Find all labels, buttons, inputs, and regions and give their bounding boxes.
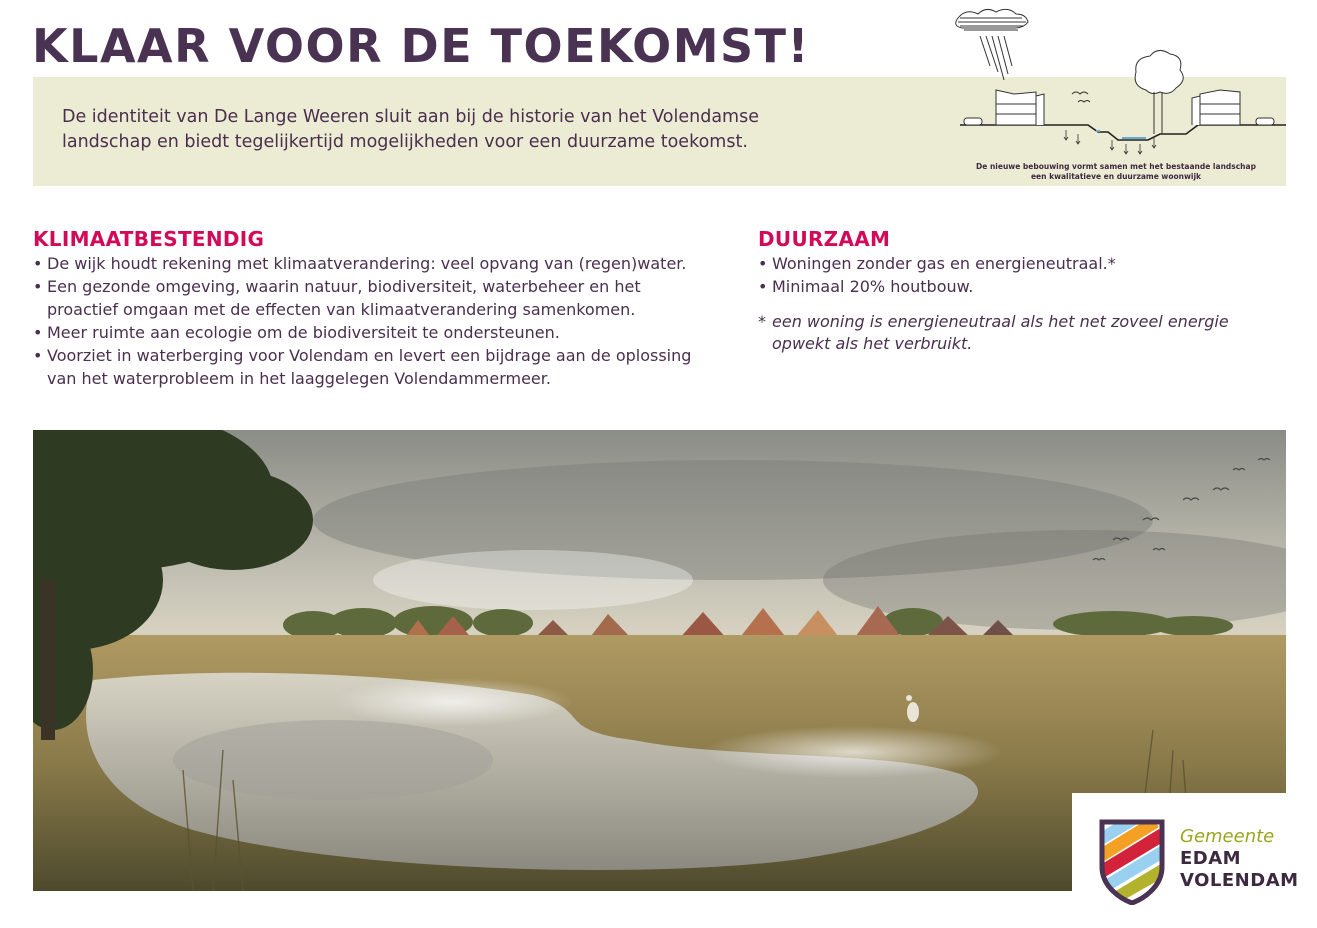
- landscape-cross-section-diagram: [948, 4, 1288, 186]
- diagram-caption-line: een kwalitatieve en duurzame woonwijk: [1030, 172, 1202, 181]
- intro-text: De identiteit van De Lange Weeren sluit aan bij de historie van het Volendamse landschap en biedt tegelijkertijd mogelijkheden voor een duurzame toekomst.: [62, 107, 759, 152]
- footnote-marker: *: [758, 312, 766, 331]
- list-item: • Minimaal 20% houtbouw.: [758, 275, 1288, 298]
- right-houses-icon: [1192, 90, 1240, 125]
- footnote: [758, 311, 1288, 355]
- logo-name-edam: EDAM: [1180, 848, 1242, 869]
- logo-gemeente: Gemeente: [1180, 826, 1275, 847]
- list-item: • Woningen zonder gas en energieneutraal.*: [758, 252, 1288, 275]
- tree-icon: [1135, 50, 1183, 134]
- list-item: • De wijk houdt rekening met klimaatverandering: veel opvang van (regen)water.: [33, 252, 713, 275]
- list-item: • Voorziet in waterberging voor Volendam en levert een bijdrage aan de oplossing van het waterprobleem in het laaggelegen Volendammermeer.: [33, 344, 713, 390]
- rain-cloud-icon: [956, 9, 1028, 80]
- gemeente-logo: [1072, 793, 1317, 928]
- list-item: • Een gezonde omgeving, waarin natuur, biodiversiteit, waterbeheer en het proactief omgaan met de effecten van klimaatverandering samenkomen.: [33, 275, 713, 321]
- bullet-list: [758, 252, 1288, 298]
- page-title: KLAAR VOOR DE TOEKOMST!: [32, 19, 811, 73]
- car-icon: [964, 118, 982, 125]
- diagram-caption: [946, 162, 1286, 182]
- left-houses-icon: [996, 90, 1044, 125]
- footnote-text: een woning is energieneutraal als het net zoveel energie opwekt als het verbruikt.: [772, 312, 1229, 353]
- section-heading: DUURZAAM: [758, 227, 891, 251]
- duurzaam-section: [758, 226, 1288, 355]
- logo-name-volendam: VOLENDAM: [1180, 870, 1299, 891]
- shield-icon: [1099, 819, 1165, 905]
- section-heading: KLIMAATBESTENDIG: [33, 227, 265, 251]
- klimaatbestendig-section: [33, 226, 713, 390]
- list-item: • Meer ruimte aan ecologie om de biodiversiteit te ondersteunen.: [33, 321, 713, 344]
- bird-icon: [1072, 92, 1088, 94]
- logo-wordmark: [1180, 826, 1299, 892]
- bullet-list: [33, 252, 713, 390]
- car-icon: [1256, 118, 1274, 125]
- bird-icon: [1078, 101, 1090, 103]
- diagram-caption-line: De nieuwe bebouwing vormt samen met het bestaande landschap: [976, 162, 1256, 171]
